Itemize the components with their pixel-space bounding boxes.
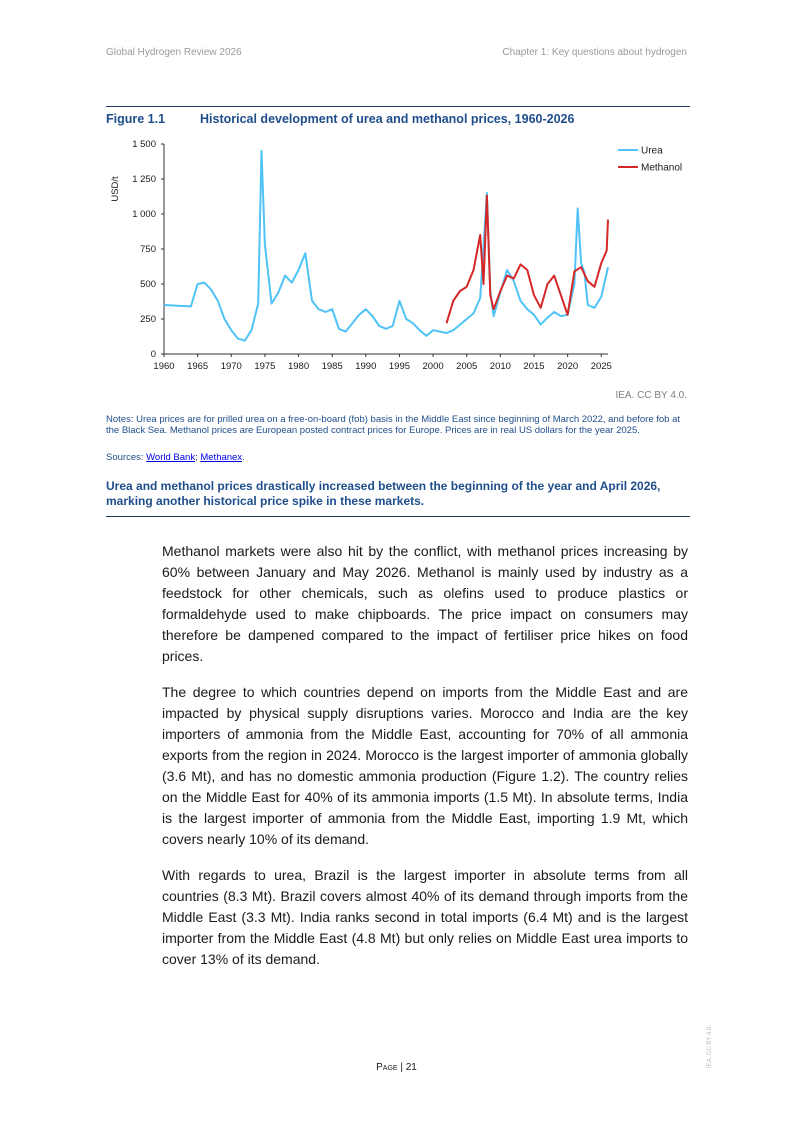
series-line-urea (164, 151, 608, 341)
figure-takeaway: Urea and methanol prices drastically increased between the beginning of the year and April 2026, marking another historical price spike in these markets. (106, 479, 661, 508)
y-tick-label: 0 (150, 349, 156, 360)
x-tick-label: 2020 (557, 361, 579, 372)
figure-title (106, 112, 574, 126)
running-header-title: Global Hydrogen Review 2026 (106, 47, 242, 58)
x-tick-label: 1960 (153, 361, 175, 372)
figure-number: Figure 1.1 (106, 112, 166, 126)
body-paragraph-1: Methanol markets were also hit by the conflict, with methanol prices increasing by 60% between January and May 2026. Methanol is mainly used by industry as a feedstock for other chemicals, such as olefins used to produce plastics or formaldehyde used to make chipboards. The price impact on consumers may therefore be dampened compared to the impact of fertiliser price hikes on food prices. (162, 543, 688, 664)
sources-label: Sources: (106, 452, 144, 463)
figure-caption: Historical development of urea and methanol prices, 1960-2026 (200, 112, 575, 126)
figure-sources: Sources: World Bank; Methanex. (106, 452, 245, 463)
figure-notes: Notes: Urea prices are for prilled urea on a free-on-board (fob) basis in the Middle East since beginning of March 2022, and before fob at the Black Sea. Methanol prices are European posted contract prices for Europe. Prices are in real US dollars for the year 2025. (106, 414, 681, 436)
x-tick-label: 1975 (254, 361, 276, 372)
x-tick-label: 1970 (220, 361, 242, 372)
y-tick-label: 250 (140, 314, 156, 325)
running-header-chapter: Chapter 1: Key questions about hydrogen (502, 47, 687, 58)
x-tick-label: 2010 (489, 361, 511, 372)
y-tick-label: 750 (140, 244, 156, 255)
series-line-methanol (447, 196, 609, 323)
x-tick-label: 1980 (287, 361, 310, 372)
legend-label-urea: Urea (641, 145, 663, 157)
price-line-chart (100, 134, 690, 374)
figure-bottom-rule (106, 516, 690, 517)
y-tick-label: 1 250 (132, 174, 156, 185)
page-number: Page | 21 (376, 1062, 417, 1073)
x-tick-label: 1985 (321, 361, 343, 372)
body-paragraph-2: The degree to which countries depend on imports from the Middle East and are impacted by physical supply disruptions varies. Morocco and India are the key importers of ammonia from the Middle East, accounting for 70% of all ammonia exports from the region in 2024. Morocco is the largest importer of ammonia globally (3.6 Mt), and has no domestic ammonia production (Figure 1.2). The country relies on the Middle East for 40% of its ammonia imports (1.5 Mt). In absolute terms, India is the largest importer of ammonia from the Middle East, importing 1.9 Mt, which covers nearly 10% of its demand. (162, 684, 688, 847)
x-tick-label: 2000 (422, 361, 444, 372)
side-license-credit: IEA. CC BY 4.0. (707, 1025, 713, 1068)
figure-credit: IEA. CC BY 4.0. (615, 390, 687, 401)
y-tick-label: 500 (140, 279, 156, 290)
x-tick-label: 1995 (388, 361, 411, 372)
y-tick-label: 1 000 (132, 209, 156, 220)
x-tick-label: 2005 (456, 361, 478, 372)
page-label: Page (376, 1062, 398, 1073)
source-link-methanex[interactable]: Methanex (200, 452, 243, 463)
source-link-world-bank[interactable]: World Bank (146, 452, 196, 463)
page-number-value: 21 (405, 1062, 417, 1073)
y-axis-label: USD/t (110, 176, 121, 202)
x-tick-label: 2025 (590, 361, 612, 372)
x-tick-label: 1965 (187, 361, 209, 372)
y-tick-label: 1 500 (132, 139, 156, 150)
figure-top-rule (106, 106, 690, 107)
x-tick-label: 1990 (355, 361, 377, 372)
body-paragraph-3: With regards to urea, Brazil is the largest importer in absolute terms from all countries (8.3 Mt). Brazil covers almost 40% of its demand through imports from the Middle East (3.3 Mt). India ranks second in total imports (6.4 Mt) and is the largest importer from the Middle East (4.8 Mt) but only relies on Middle East urea imports to cover 13% of its demand. (162, 867, 688, 967)
legend-label-methanol: Methanol (641, 162, 683, 174)
x-tick-label: 2015 (523, 361, 545, 372)
